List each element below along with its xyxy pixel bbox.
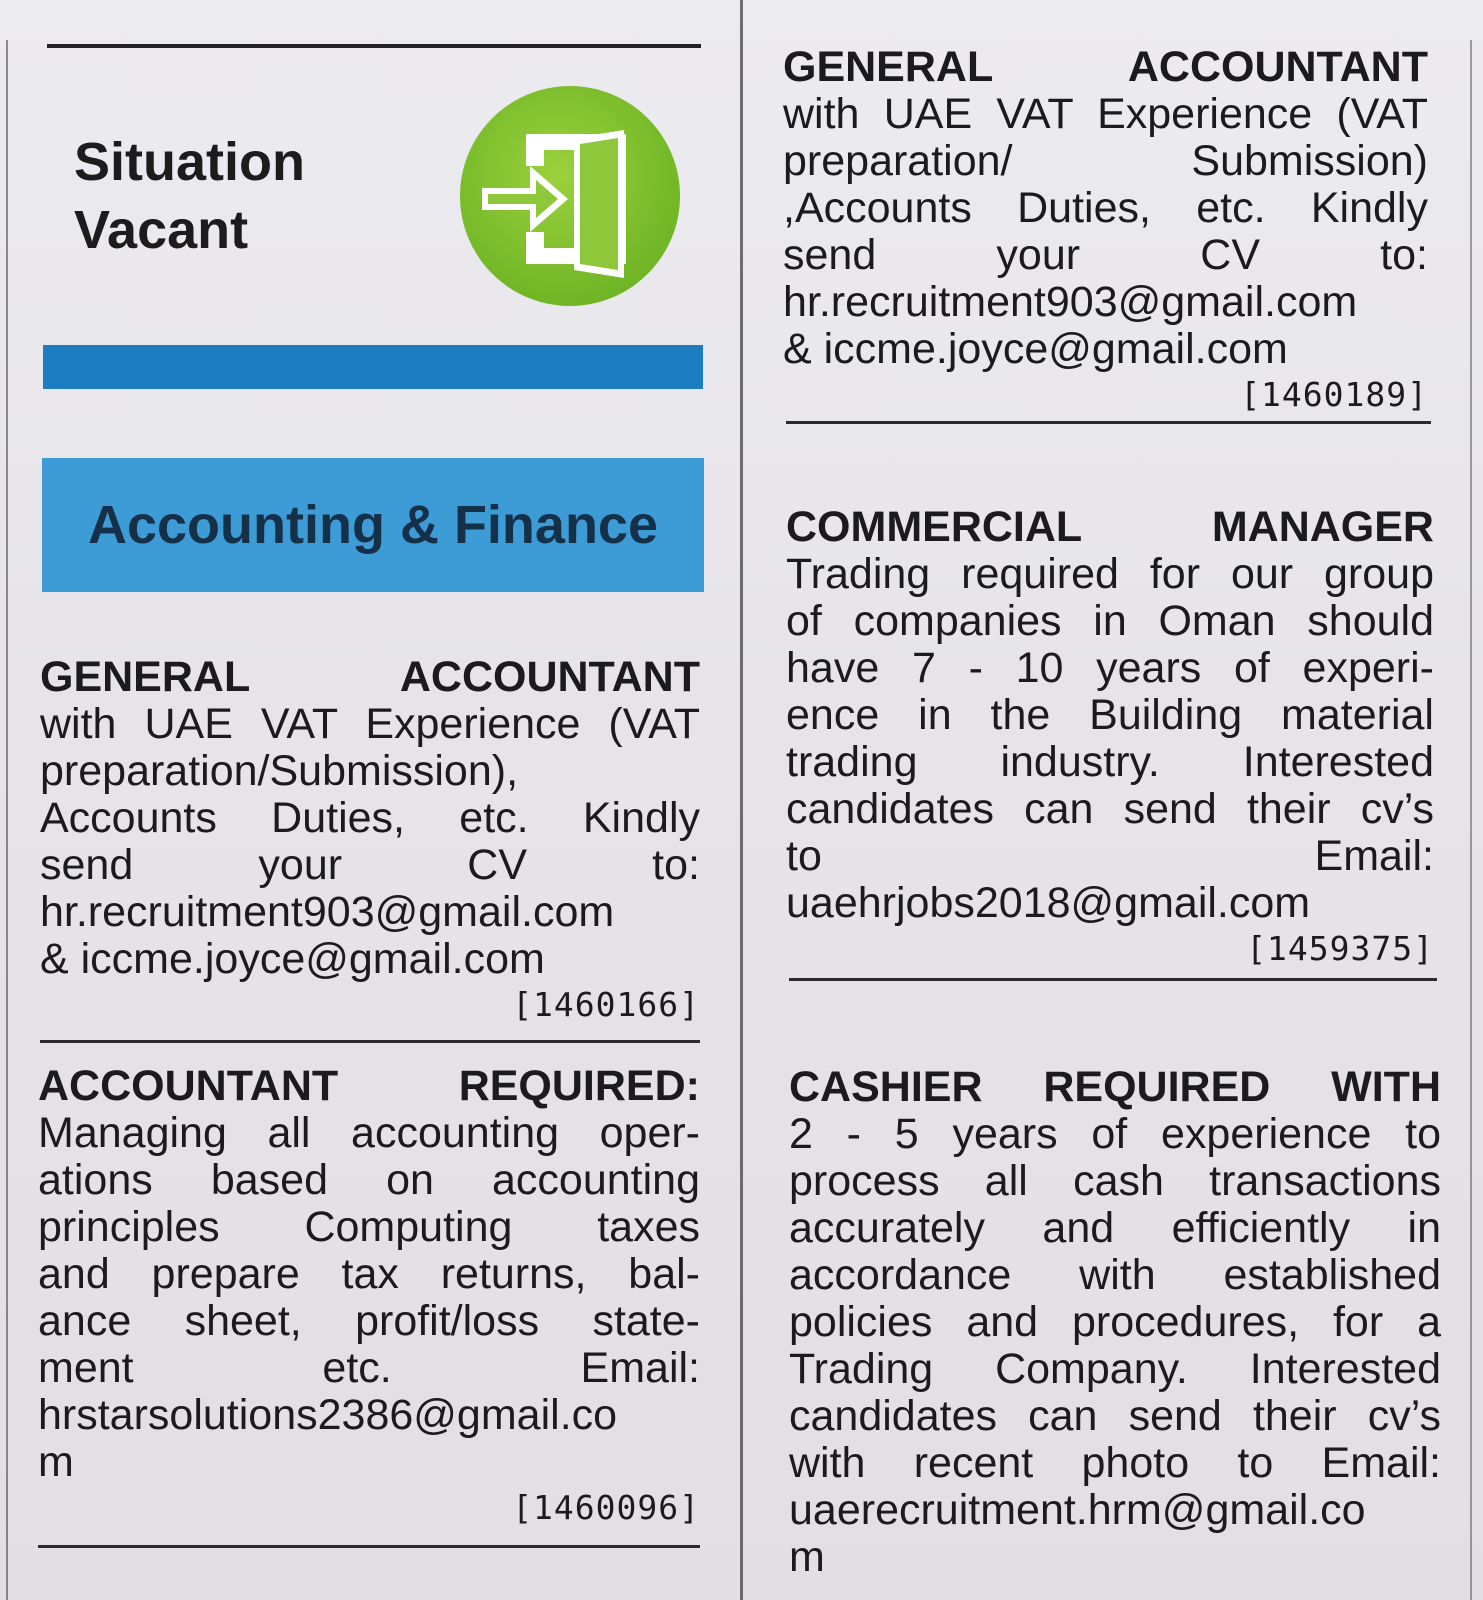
ad-text-line: hr.recruitment903@gmail.com [40, 888, 615, 936]
ad-text-line: with UAE VAT Experience (VAT [783, 90, 1428, 138]
classified-ad [40, 654, 700, 1025]
ad-text-line: principles Computing taxes [38, 1203, 700, 1251]
classified-ad [783, 44, 1428, 415]
page-border-left [6, 40, 8, 1600]
classified-ad [38, 1063, 700, 1528]
ad-heading: ACCOUNTANT REQUIRED: [38, 1062, 700, 1110]
ad-text-line: trading industry. Interested [786, 738, 1434, 786]
ad-text-line: and prepare tax returns, bal- [38, 1250, 700, 1298]
ad-text-line: hr.recruitment903@gmail.com [783, 278, 1358, 326]
ad-text-line: & iccme.joyce@gmail.com [783, 325, 1288, 373]
ad-text-line: ence in the Building material [786, 691, 1434, 739]
ad-text-line: to Email: [786, 832, 1434, 880]
ad-text-line: ance sheet, profit/loss state- [38, 1297, 700, 1345]
category-banner [42, 458, 704, 592]
section-title-line2: Vacant [74, 200, 249, 260]
ad-reference-number: [1459375] [1246, 929, 1434, 968]
ad-text-line: accordance with established [789, 1251, 1441, 1299]
ad-text-line: preparation/Submission), [40, 747, 519, 795]
ad-text-line: send your CV to: [783, 231, 1428, 279]
ad-heading: CASHIER REQUIRED WITH [789, 1063, 1441, 1111]
ad-text-line: m [789, 1533, 825, 1581]
ad-text-line: candidates can send their cv’s [786, 785, 1434, 833]
ad-text-line: process all cash transactions [789, 1157, 1441, 1205]
ad-separator [789, 978, 1437, 981]
ad-text-line: Trading Company. Interested [789, 1345, 1441, 1393]
column-divider [740, 0, 743, 1600]
section-title [74, 128, 305, 264]
ad-reference-number: [1460189] [1240, 375, 1428, 414]
ad-text-line: have 7 - 10 years of experi- [786, 644, 1434, 692]
ad-text-line: accurately and efficiently in [789, 1204, 1441, 1252]
ad-text-line: ment etc. Email: [38, 1344, 700, 1392]
ad-text-line: with UAE VAT Experience (VAT [40, 700, 700, 748]
ad-text-line: preparation/ Submission) [783, 137, 1428, 185]
ad-reference-number: [1460166] [512, 985, 700, 1024]
ad-heading: GENERAL ACCOUNTANT [783, 43, 1428, 91]
ad-text-line: hrstarsolutions2386@gmail.co [38, 1391, 618, 1439]
ad-separator [786, 421, 1431, 424]
category-label: Accounting & Finance [87, 495, 659, 555]
ad-text-line: ,Accounts Duties, etc. Kindly [783, 184, 1428, 232]
ad-text-line: Managing all accounting oper- [38, 1109, 700, 1157]
ad-text-line: Trading required for our group [786, 550, 1434, 598]
section-color-bar [43, 345, 703, 389]
ad-text-line: uaehrjobs2018@gmail.com [786, 879, 1311, 927]
classified-ad [786, 504, 1434, 969]
ad-heading: COMMERCIAL MANAGER [786, 503, 1434, 551]
ad-heading: GENERAL ACCOUNTANT [40, 653, 700, 701]
ad-text-line: m [38, 1438, 74, 1486]
section-title-line1: Situation [74, 132, 305, 192]
ad-text-line: & iccme.joyce@gmail.com [40, 935, 545, 983]
top-rule [47, 44, 701, 48]
ad-text-line: 2 - 5 years of experience to [789, 1110, 1441, 1158]
ad-text-line: candidates can send their cv’s [789, 1392, 1441, 1440]
ad-text-line: send your CV to: [40, 841, 700, 889]
ad-text-line: with recent photo to Email: [789, 1439, 1441, 1487]
ad-text-line: ations based on accounting [38, 1156, 700, 1204]
ad-text-line: of companies in Oman should [786, 597, 1434, 645]
ad-text-line: Accounts Duties, etc. Kindly [40, 794, 700, 842]
exit-door-icon [456, 82, 684, 310]
ad-reference-number: [1460096] [512, 1488, 700, 1527]
ad-separator [40, 1040, 700, 1043]
ad-separator [38, 1545, 700, 1548]
ad-text-line: uaerecruitment.hrm@gmail.co [789, 1486, 1366, 1534]
classified-ad [789, 1064, 1441, 1581]
ad-text-line: policies and procedures, for a [789, 1298, 1441, 1346]
page-border-right [1470, 40, 1472, 1600]
